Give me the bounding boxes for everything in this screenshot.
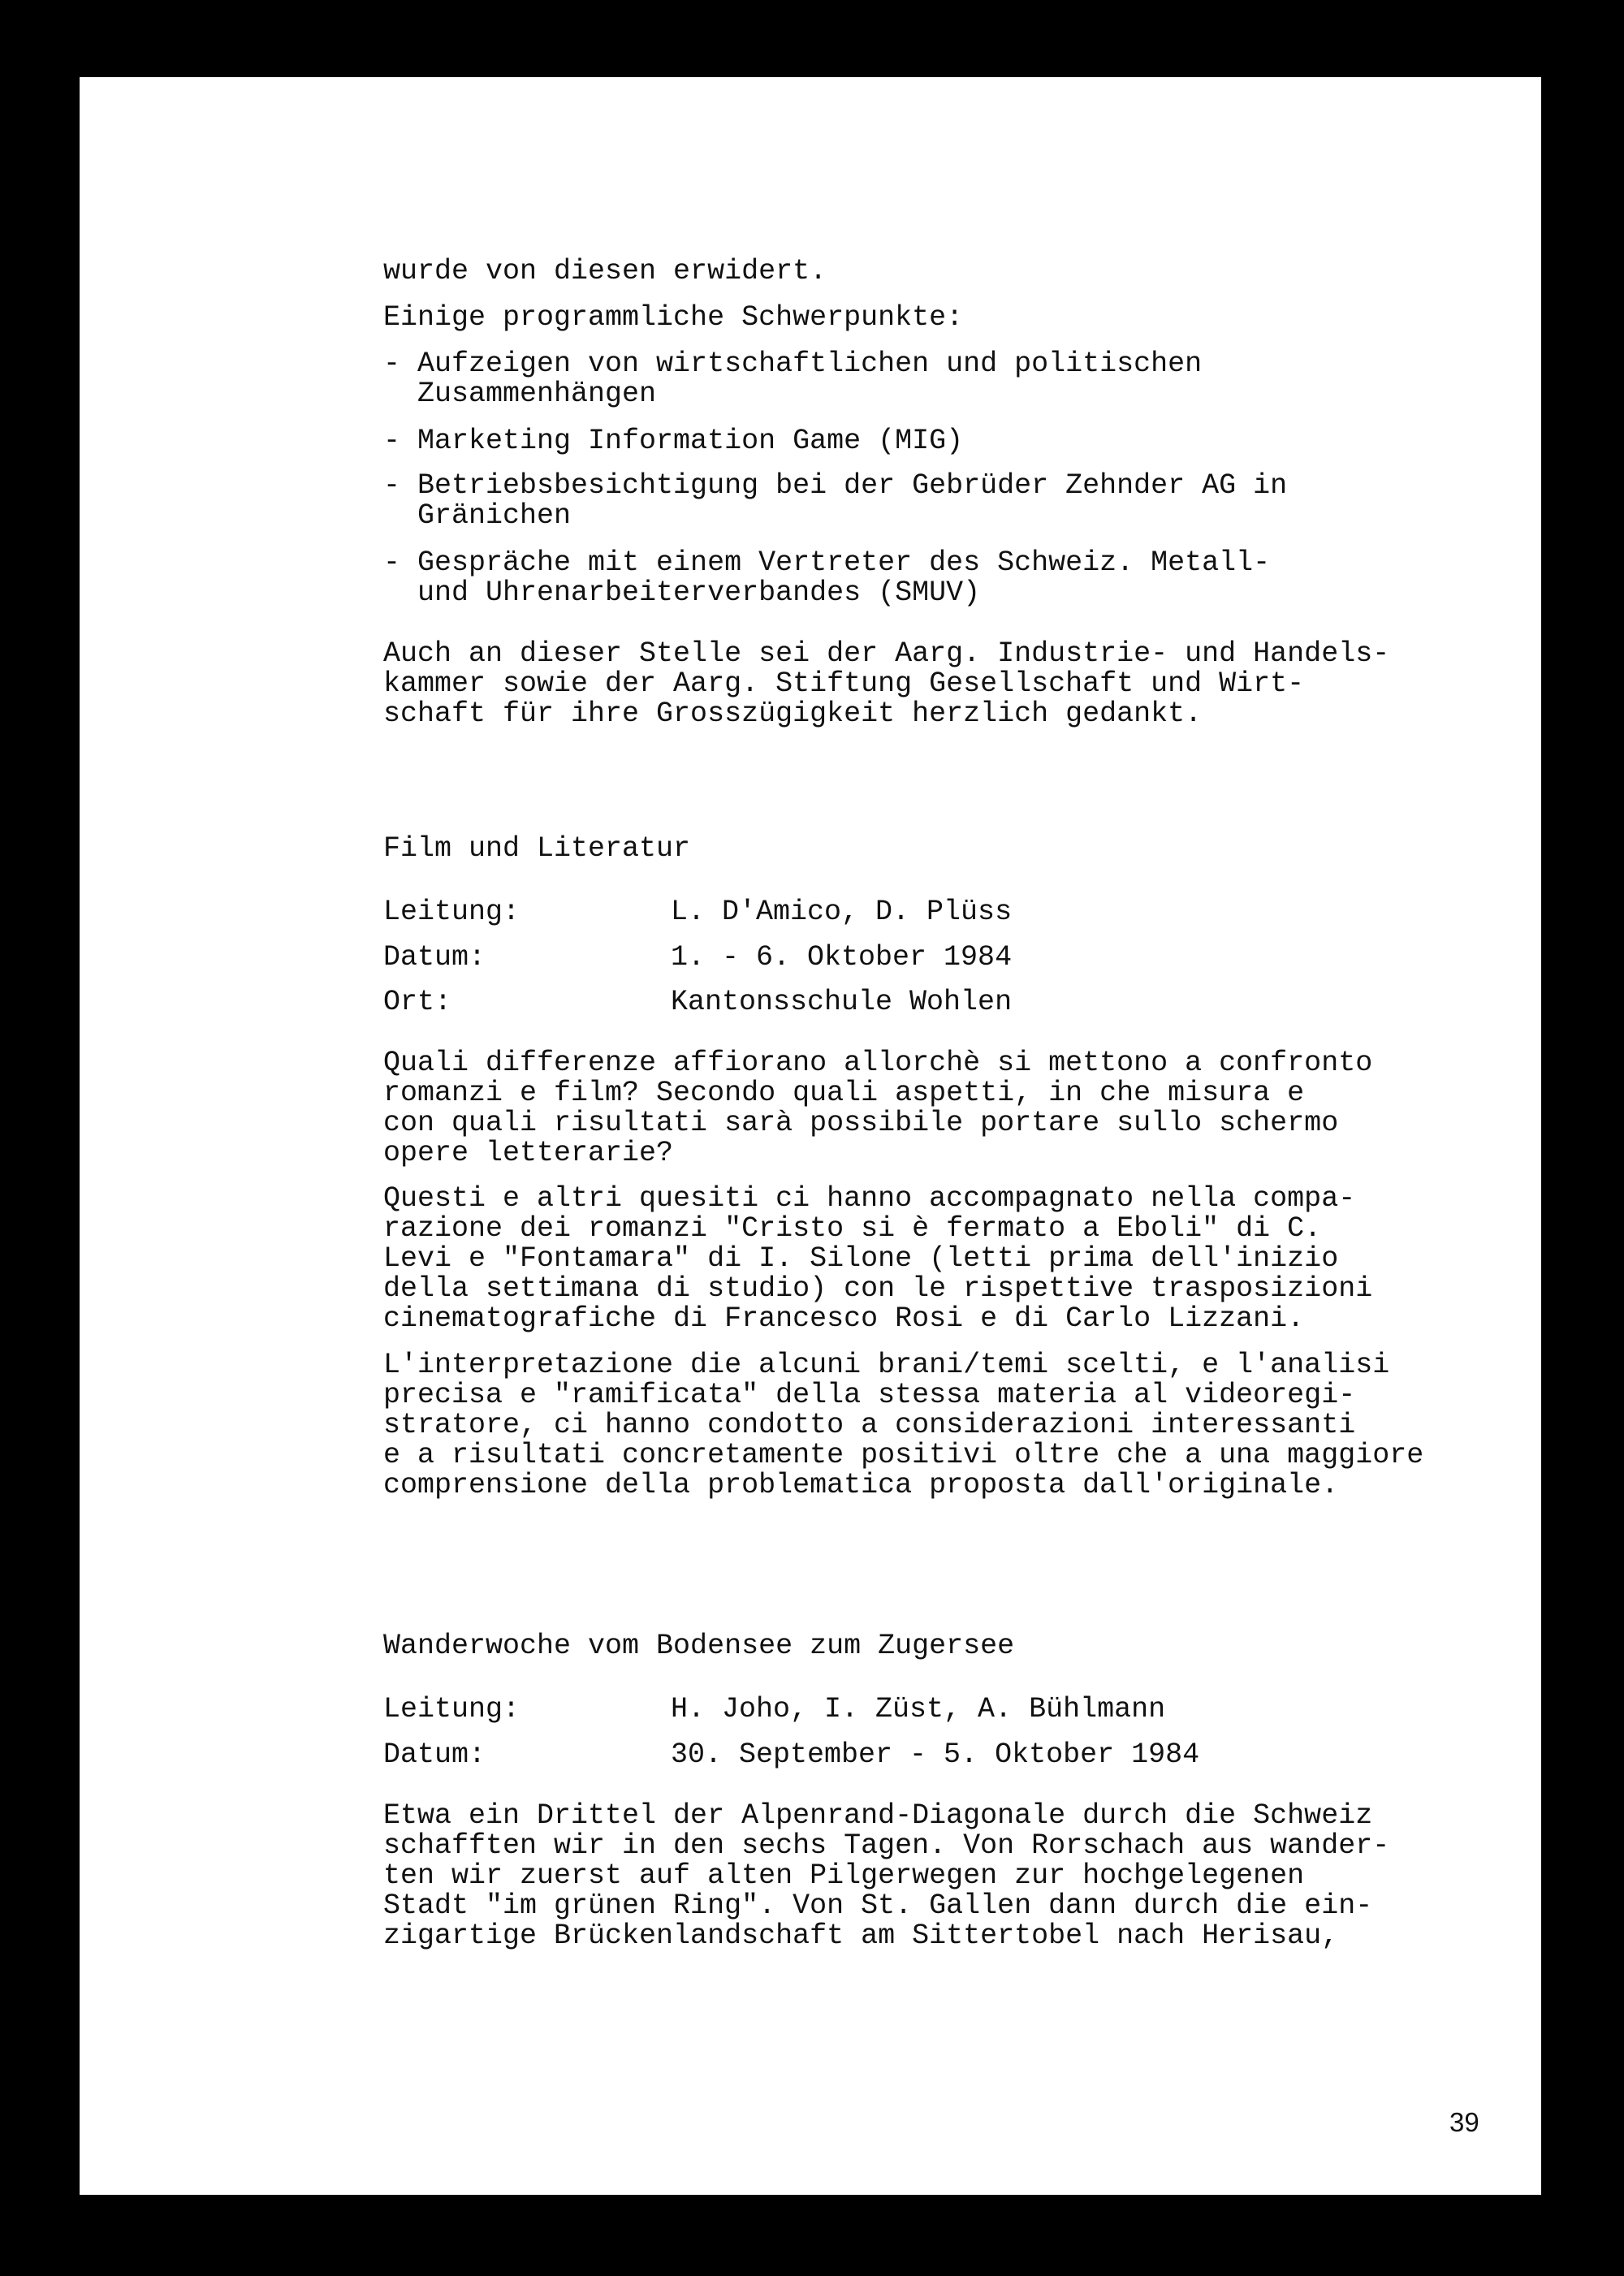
schwerpunkte-item-3-line-1: - Betriebsbesichtigung bei der Gebrüder Zehnder AG in xyxy=(383,469,1288,502)
dank-line-3: schaft für ihre Grosszügigkeit herzlich gedankt. xyxy=(383,697,1203,730)
film-paragraph-3-line: comprensione della problematica proposta dall'originale. xyxy=(383,1469,1339,1501)
film-paragraph-3-line: e a risultati concretamente positivi oltre che a una maggiore xyxy=(383,1439,1424,1471)
wander-paragraph-line: Etwa ein Drittel der Alpenrand-Diagonale durch die Schweiz xyxy=(383,1799,1373,1832)
schwerpunkte-heading: Einige programmliche Schwerpunkte: xyxy=(383,301,964,334)
page-number: 39 xyxy=(1449,2107,1479,2137)
film-meta-label: Datum: xyxy=(383,941,486,974)
wander-paragraph-line: ten wir zuerst auf alten Pilgerwegen zur hochgelegenen xyxy=(383,1859,1305,1892)
wander-meta-value: 30. September - 5. Oktober 1984 xyxy=(671,1738,1200,1771)
film-paragraph-3-line: stratore, ci hanno condotto a considerazioni interessanti xyxy=(383,1409,1356,1441)
film-paragraph-1-line: Quali differenze affiorano allorchè si mettono a confronto xyxy=(383,1047,1373,1079)
schwerpunkte-item-4-line-1: - Gespräche mit einem Vertreter des Schweiz. Metall- xyxy=(383,546,1271,579)
dank-line-2: kammer sowie der Aarg. Stiftung Gesellschaft und Wirt- xyxy=(383,667,1305,700)
dank-line-1: Auch an dieser Stelle sei der Aarg. Industrie- und Handels- xyxy=(383,637,1390,670)
film-paragraph-1-line: romanzi e film? Secondo quali aspetti, in che misura e xyxy=(383,1077,1305,1109)
film-paragraph-3-line: precisa e "ramificata" della stessa materia al videoregi- xyxy=(383,1379,1356,1411)
film-section-title: Film und Literatur xyxy=(383,832,691,865)
film-paragraph-1-line: opere letterarie? xyxy=(383,1137,674,1169)
film-paragraph-2-line: razione dei romanzi "Cristo si è fermato a Eboli" di C. xyxy=(383,1212,1322,1245)
schwerpunkte-item-1-line-2: Zusammenhängen xyxy=(383,378,657,410)
wander-paragraph-line: Stadt "im grünen Ring". Von St. Gallen dann durch die ein- xyxy=(383,1889,1373,1922)
schwerpunkte-item-4-line-2: und Uhrenarbeiterverbandes (SMUV) xyxy=(383,577,981,609)
film-meta-value: 1. - 6. Oktober 1984 xyxy=(671,941,1013,974)
film-paragraph-2-line: della settimana di studio) con le rispettive trasposizioni xyxy=(383,1272,1373,1305)
document-page xyxy=(80,77,1541,2195)
film-paragraph-2-line: Levi e "Fontamara" di I. Silone (letti prima dell'inizio xyxy=(383,1242,1339,1275)
wander-meta-label: Leitung: xyxy=(383,1693,520,1725)
film-paragraph-2-line: cinematografiche di Francesco Rosi e di Carlo Lizzani. xyxy=(383,1302,1305,1335)
film-meta-value: Kantonsschule Wohlen xyxy=(671,986,1013,1018)
wander-paragraph-line: schafften wir in den sechs Tagen. Von Rorschach aus wander- xyxy=(383,1829,1390,1862)
schwerpunkte-item-3-line-2: Gränichen xyxy=(383,499,572,532)
film-paragraph-1-line: con quali risultati sarà possibile portare sullo schermo xyxy=(383,1107,1339,1139)
intro-line: wurde von diesen erwidert. xyxy=(383,255,827,287)
wander-meta-label: Datum: xyxy=(383,1738,486,1771)
film-meta-value: L. D'Amico, D. Plüss xyxy=(671,896,1013,928)
wander-paragraph-line: zigartige Brückenlandschaft am Sittertobel nach Herisau, xyxy=(383,1920,1339,1952)
schwerpunkte-item-2-line-1: - Marketing Information Game (MIG) xyxy=(383,425,964,457)
film-meta-label: Leitung: xyxy=(383,896,520,928)
wander-meta-value: H. Joho, I. Züst, A. Bühlmann xyxy=(671,1693,1166,1725)
film-paragraph-2-line: Questi e altri quesiti ci hanno accompagnato nella compa- xyxy=(383,1182,1356,1215)
wander-section-title: Wanderwoche vom Bodensee zum Zugersee xyxy=(383,1630,1015,1662)
film-paragraph-3-line: L'interpretazione die alcuni brani/temi scelti, e l'analisi xyxy=(383,1349,1390,1381)
schwerpunkte-item-1-line-1: - Aufzeigen von wirtschaftlichen und politischen xyxy=(383,348,1203,380)
film-meta-label: Ort: xyxy=(383,986,452,1018)
